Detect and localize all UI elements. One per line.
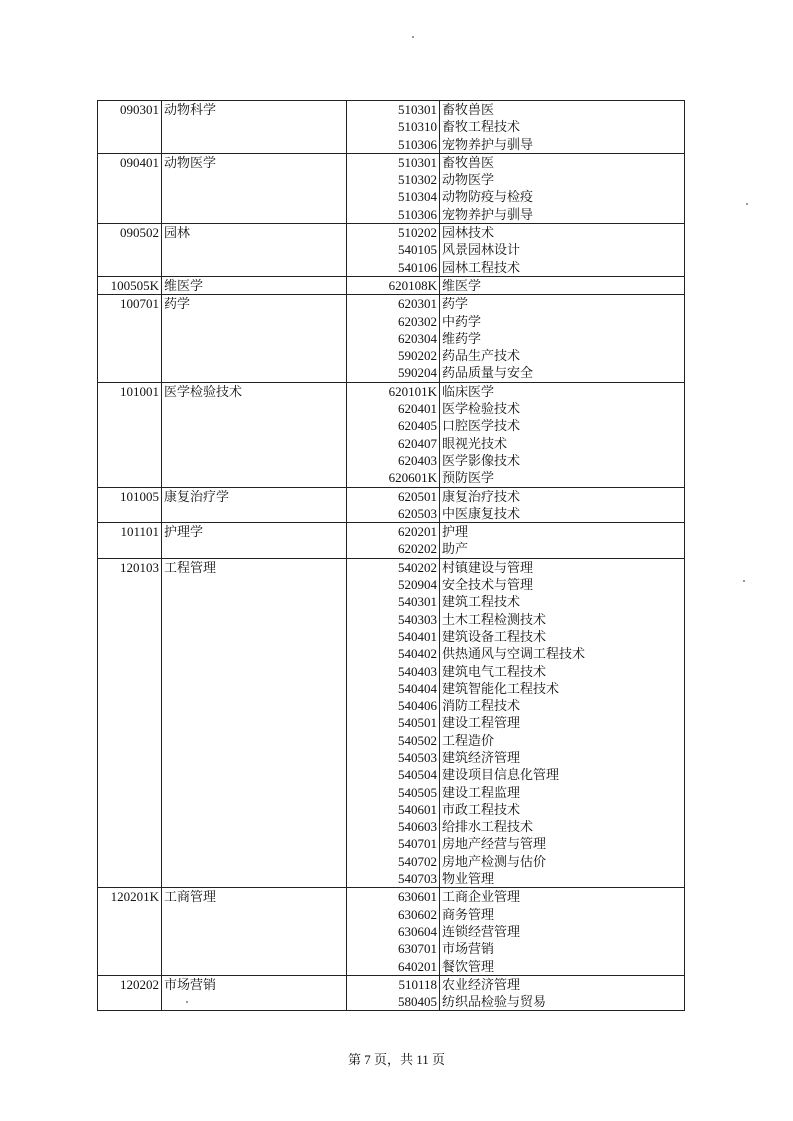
vocational-code: 540702 (398, 853, 437, 869)
vocational-name-cell (440, 487, 685, 523)
scan-speck (746, 203, 748, 205)
undergrad-name: 动物科学 (164, 102, 217, 117)
vocational-name: 药学 (442, 296, 469, 312)
undergrad-name: 工商管理 (164, 889, 217, 905)
vocational-code: 540504 (398, 767, 437, 783)
undergrad-name: 药学 (164, 296, 191, 312)
vocational-code: 590204 (398, 365, 437, 381)
vocational-name: 宠物养护与驯导 (442, 136, 534, 152)
vocational-code: 620403 (398, 452, 437, 468)
undergrad-name: 医学检验技术 (164, 383, 243, 399)
undergrad-name: 维医学 (164, 277, 204, 293)
vocational-name: 房地产检测与估价 (442, 853, 547, 869)
vocational-code: 540406 (398, 698, 437, 714)
vocational-name: 临床医学 (442, 383, 495, 399)
vocational-name: 市政工程技术 (442, 801, 521, 817)
vocational-name: 畜牧兽医 (442, 154, 495, 170)
table-row (98, 382, 685, 487)
vocational-code: 620501 (398, 488, 437, 504)
vocational-name: 园林技术 (442, 225, 495, 241)
undergrad-code-cell (98, 224, 162, 277)
vocational-code: 580405 (398, 994, 437, 1010)
undergrad-code: 120103 (120, 559, 159, 575)
vocational-name: 建筑设备工程技术 (442, 628, 547, 644)
vocational-name: 土木工程检测技术 (442, 611, 547, 627)
vocational-name: 餐饮管理 (442, 958, 495, 974)
undergrad-code-cell (98, 558, 162, 888)
undergrad-name: 工程管理 (164, 559, 217, 575)
vocational-name: 医学影像技术 (442, 452, 521, 468)
vocational-name: 村镇建设与管理 (442, 559, 534, 575)
vocational-code: 620407 (398, 435, 437, 451)
vocational-name: 维药学 (442, 330, 482, 346)
undergrad-code-cell (98, 101, 162, 154)
undergrad-name: 护理学 (164, 524, 204, 540)
vocational-code: 510310 (398, 119, 437, 135)
vocational-code-cell (347, 153, 440, 223)
vocational-name: 工商企业管理 (442, 889, 521, 905)
vocational-code: 620301 (398, 296, 437, 312)
vocational-name: 眼视光技术 (442, 435, 508, 451)
vocational-code: 620101K (388, 383, 437, 399)
undergrad-code-cell (98, 276, 162, 294)
undergrad-name: 动物医学 (164, 154, 217, 170)
vocational-code: 620503 (398, 505, 437, 521)
undergrad-code: 100505K (110, 277, 159, 293)
vocational-name: 护理 (442, 524, 469, 540)
vocational-code: 540105 (398, 242, 437, 258)
scan-speck (743, 580, 745, 582)
undergrad-code: 090401 (120, 154, 159, 170)
vocational-code: 620401 (398, 401, 437, 417)
vocational-code: 540701 (398, 836, 437, 852)
vocational-code: 540303 (398, 611, 437, 627)
vocational-code: 540505 (398, 784, 437, 800)
scan-speck (412, 36, 414, 38)
undergrad-name-cell (162, 888, 347, 975)
vocational-code: 510118 (398, 976, 437, 992)
vocational-code: 510304 (398, 189, 437, 205)
undergrad-code: 101101 (120, 524, 159, 540)
vocational-code: 540202 (398, 559, 437, 575)
vocational-name: 药品质量与安全 (442, 365, 534, 381)
table-row (98, 153, 685, 223)
vocational-name: 建设工程管理 (442, 715, 521, 731)
vocational-code: 540501 (398, 715, 437, 731)
vocational-code: 510301 (398, 154, 437, 170)
vocational-code: 540502 (398, 732, 437, 748)
vocational-code: 620108K (388, 277, 437, 293)
vocational-name: 建设工程监理 (442, 784, 521, 800)
vocational-name-cell (440, 382, 685, 487)
vocational-name-cell (440, 153, 685, 223)
vocational-name-cell (440, 523, 685, 559)
table-row (98, 276, 685, 294)
vocational-name: 建筑经济管理 (442, 749, 521, 765)
vocational-code: 620304 (398, 330, 437, 346)
undergrad-code: 120201K (110, 889, 159, 905)
table-body (98, 101, 685, 1011)
undergrad-name-cell (162, 382, 347, 487)
vocational-name: 康复治疗技术 (442, 488, 521, 504)
undergrad-name-cell (162, 224, 347, 277)
vocational-name: 动物医学 (442, 172, 495, 188)
undergrad-code-cell (98, 888, 162, 975)
table-row (98, 558, 685, 888)
vocational-code: 630701 (398, 941, 437, 957)
vocational-code-cell (347, 975, 440, 1011)
vocational-code: 540301 (398, 594, 437, 610)
table-row (98, 101, 685, 154)
vocational-code: 620202 (398, 541, 437, 557)
vocational-name: 口腔医学技术 (442, 418, 521, 434)
vocational-name: 连锁经营管理 (442, 923, 521, 939)
vocational-code: 630601 (398, 889, 437, 905)
table-row (98, 224, 685, 277)
undergrad-name-cell (162, 153, 347, 223)
vocational-code: 540106 (398, 259, 437, 275)
vocational-code: 510306 (398, 206, 437, 222)
undergrad-name: 市场营销 (164, 976, 217, 992)
vocational-code-cell (347, 523, 440, 559)
undergrad-code: 100701 (120, 296, 159, 312)
vocational-name: 建设项目信息化管理 (442, 767, 560, 783)
vocational-name: 畜牧工程技术 (442, 119, 521, 135)
undergrad-code: 101005 (120, 488, 159, 504)
vocational-code-cell (347, 558, 440, 888)
undergrad-name: 康复治疗学 (164, 488, 230, 504)
undergrad-name-cell (162, 276, 347, 294)
vocational-name: 安全技术与管理 (442, 577, 534, 593)
vocational-code: 620302 (398, 313, 437, 329)
major-mapping-table (97, 100, 685, 1011)
vocational-code: 520904 (398, 577, 437, 593)
table-row (98, 295, 685, 382)
vocational-name: 供热通风与空调工程技术 (442, 646, 586, 662)
vocational-name-cell (440, 276, 685, 294)
vocational-code: 540404 (398, 680, 437, 696)
undergrad-code-cell (98, 295, 162, 382)
vocational-name: 助产 (442, 541, 469, 557)
undergrad-code: 090502 (120, 225, 159, 241)
vocational-name: 消防工程技术 (442, 698, 521, 714)
page-footer: 第 7 页，共 11 页 (347, 1052, 446, 1067)
vocational-code: 510301 (398, 102, 437, 117)
vocational-code-cell (347, 888, 440, 975)
vocational-name: 维医学 (442, 277, 482, 293)
vocational-code: 540703 (398, 871, 437, 887)
vocational-code: 620201 (398, 524, 437, 540)
undergrad-code-cell (98, 153, 162, 223)
undergrad-name-cell (162, 558, 347, 888)
vocational-name: 商务管理 (442, 906, 495, 922)
vocational-name: 工程造价 (442, 732, 495, 748)
table-row (98, 487, 685, 523)
vocational-code: 510302 (398, 172, 437, 188)
vocational-name: 预防医学 (442, 470, 495, 486)
undergrad-name-cell (162, 101, 347, 154)
vocational-code: 540401 (398, 628, 437, 644)
vocational-name: 动物防疫与检疫 (442, 189, 534, 205)
vocational-name: 中医康复技术 (442, 505, 521, 521)
undergrad-code-cell (98, 523, 162, 559)
vocational-name: 物业管理 (442, 871, 495, 887)
undergrad-code-cell (98, 975, 162, 1011)
vocational-name: 纺织品检验与贸易 (442, 994, 547, 1010)
undergrad-code: 101001 (120, 383, 159, 399)
vocational-name: 中药学 (442, 313, 482, 329)
vocational-name: 建筑智能化工程技术 (442, 680, 560, 696)
vocational-code-cell (347, 382, 440, 487)
vocational-name-cell (440, 295, 685, 382)
undergrad-name: 园林 (164, 225, 191, 241)
vocational-name: 建筑工程技术 (442, 594, 521, 610)
vocational-name: 宠物养护与驯导 (442, 206, 534, 222)
table-row (98, 523, 685, 559)
vocational-code-cell (347, 224, 440, 277)
vocational-code-cell (347, 276, 440, 294)
vocational-name-cell (440, 975, 685, 1011)
vocational-code: 620405 (398, 418, 437, 434)
vocational-name-cell (440, 224, 685, 277)
vocational-name: 药品生产技术 (442, 348, 521, 364)
vocational-name: 畜牧兽医 (442, 102, 495, 117)
vocational-name: 市场营销 (442, 941, 495, 957)
undergrad-code-cell (98, 382, 162, 487)
vocational-name-cell (440, 888, 685, 975)
scan-speck (186, 1001, 188, 1003)
vocational-name-cell (440, 101, 685, 154)
vocational-name: 医学检验技术 (442, 401, 521, 417)
vocational-code: 540601 (398, 801, 437, 817)
vocational-code: 540603 (398, 819, 437, 835)
vocational-code: 540402 (398, 646, 437, 662)
vocational-code-cell (347, 295, 440, 382)
undergrad-code-cell (98, 487, 162, 523)
vocational-name: 建筑电气工程技术 (442, 663, 547, 679)
undergrad-code: 120202 (120, 976, 159, 992)
vocational-code-cell (347, 487, 440, 523)
vocational-name: 风景园林设计 (442, 242, 521, 258)
vocational-code: 630602 (398, 906, 437, 922)
undergrad-code: 090301 (120, 102, 159, 117)
undergrad-name-cell (162, 487, 347, 523)
vocational-code: 620601K (388, 470, 437, 486)
vocational-name: 园林工程技术 (442, 259, 521, 275)
vocational-name: 农业经济管理 (442, 976, 521, 992)
vocational-name-cell (440, 558, 685, 888)
vocational-code: 540403 (398, 663, 437, 679)
vocational-code: 590202 (398, 348, 437, 364)
vocational-name: 给排水工程技术 (442, 819, 534, 835)
undergrad-name-cell (162, 295, 347, 382)
undergrad-name-cell (162, 523, 347, 559)
vocational-code: 510306 (398, 136, 437, 152)
vocational-code: 510202 (398, 225, 437, 241)
vocational-code: 630604 (398, 923, 437, 939)
vocational-name: 房地产经营与管理 (442, 836, 547, 852)
undergrad-name-cell (162, 975, 347, 1011)
table-row (98, 888, 685, 975)
table-row (98, 975, 685, 1011)
vocational-code: 640201 (398, 958, 437, 974)
vocational-code-cell (347, 101, 440, 154)
vocational-code: 540503 (398, 749, 437, 765)
